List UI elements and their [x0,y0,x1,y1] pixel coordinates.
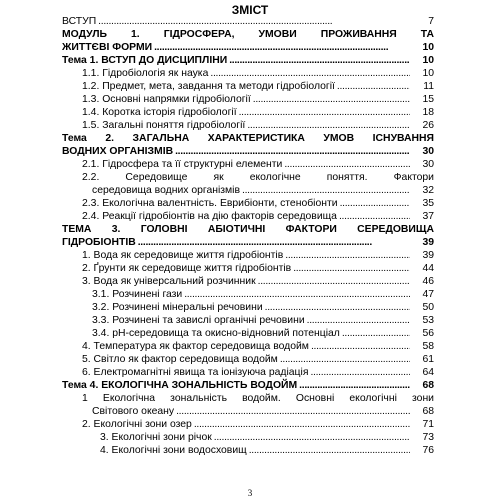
toc-entry[interactable] [62,275,434,288]
toc-page-number: 56 [422,328,434,339]
toc-page-number: 46 [422,276,434,287]
dot-leader [299,379,410,392]
toc-entry-text: Тема 1. ВСТУП ДО ДИСЦИПЛІНИ [62,55,228,66]
toc-entry-text: 1.3. Основні напрямки гідробіології [82,94,251,105]
toc-entry-text: ВОДНИХ ОРГАНІЗМІВ [62,146,174,157]
toc-entry-text: МОДУЛЬ 1. ГІДРОСФЕРА, УМОВИ ПРОЖИВАННЯ ТА [62,29,434,40]
page-title: ЗМІСТ [231,3,269,17]
toc-page-number: 53 [422,315,434,326]
dot-leader [154,41,410,54]
dot-leader [310,366,410,379]
toc-entry-text: 1.5. Загальні поняття гідробіології [82,120,246,131]
dot-leader [242,184,410,197]
toc-entry[interactable] [62,366,434,379]
dot-leader [98,15,410,28]
toc-entry-text: 3.2. Розчинені мінеральні речовини [92,302,263,313]
toc-page-number: 68 [422,406,434,417]
dot-leader [340,197,410,210]
toc-entry[interactable] [62,28,434,54]
toc-page-number: 37 [422,211,434,222]
dot-leader [311,340,410,353]
dot-leader [265,301,410,314]
dot-leader [138,236,410,249]
dot-leader [342,327,410,340]
toc-page-number: 44 [422,263,434,274]
toc-entry[interactable] [62,379,434,392]
toc-page-number: 18 [422,107,434,118]
toc-page-number: 39 [422,237,434,248]
toc-entry-text: 4. Екологічні зони водосховищ [100,445,247,456]
dot-leader [184,288,410,301]
toc-page-number: 61 [422,354,434,365]
toc-entry[interactable] [62,67,434,80]
toc-entry-text: Світового океану [92,406,175,417]
toc-entry[interactable] [62,15,434,28]
toc-entry[interactable] [62,223,434,249]
toc-page-number: 10 [422,55,434,66]
toc-entry[interactable] [62,444,434,457]
toc-entry-text: ВСТУП [62,16,97,27]
toc-entry[interactable] [62,80,434,93]
toc-entry[interactable] [62,106,434,119]
toc-entry-text: 1.1. Гідробіологія як наука [82,68,209,79]
toc-entry[interactable] [62,249,434,262]
toc-entry-text: 3. Екологічні зони річок [100,432,212,443]
toc-entry[interactable] [62,288,434,301]
table-of-contents [62,15,434,457]
toc-entry-text: 1. Вода як середовище життя гідробіонтів [82,250,284,261]
toc-entry[interactable] [62,327,434,340]
toc-entry-text: 2.4. Реакції гідробіонтів на дію факторів середовища [82,211,337,222]
dot-leader [229,54,410,67]
toc-page-number: 11 [423,81,434,92]
toc-entry[interactable] [62,171,434,197]
toc-page-number: 47 [422,289,434,300]
toc-entry[interactable] [62,93,434,106]
dot-leader [307,314,410,327]
dot-leader [285,249,410,262]
toc-entry-text: 3.1. Розчинені гази [92,289,183,300]
toc-page-number: 30 [422,146,434,157]
dot-leader [284,158,410,171]
toc-entry-text: Тема 4. ЕКОЛОГІЧНА ЗОНАЛЬНІСТЬ ВОДОЙМ [62,380,298,391]
dot-leader [210,67,410,80]
dot-leader [239,106,410,119]
toc-entry-text: 5. Світло як фактор середовища водойм [82,354,278,365]
dot-leader [293,262,410,275]
toc-page-number: 58 [422,341,434,352]
toc-page-number: 76 [422,445,434,456]
toc-entry-text: 2.3. Екологічна валентність. Еврибіонти, стенобіонти [82,198,338,209]
toc-entry[interactable] [62,132,434,158]
toc-entry-text: ТЕМА 3. ГОЛОВНІ АБІОТИЧНІ ФАКТОРИ СЕРЕДОВИЩА [62,224,434,235]
toc-page-number: 10 [422,68,434,79]
toc-page-number: 73 [422,432,434,443]
toc-entry-text: 2. Ґрунти як середовище життя гідробіонтів [82,263,292,274]
dot-leader [253,93,410,106]
toc-entry-text: 4. Температура як фактор середовища водойм [82,341,309,352]
toc-entry-text: середовища водних організмів [92,185,241,196]
page-number: 3 [247,488,253,498]
dot-leader [175,145,410,158]
toc-page-number: 71 [422,419,434,430]
toc-entry-text: ГІДРОБІОНТІВ [62,237,136,248]
toc-entry[interactable] [62,158,434,171]
toc-page-number: 68 [422,380,434,391]
toc-page-number: 50 [422,302,434,313]
toc-entry[interactable] [62,314,434,327]
toc-page-number: 10 [422,42,434,53]
toc-page-number: 39 [422,250,434,261]
toc-entry-text: 6. Електромагнітні явища та іонізуюча радіація [82,367,309,378]
toc-page-number: 64 [422,367,434,378]
dot-leader [249,444,410,457]
dot-leader [214,431,410,444]
toc-entry-text: 2.1. Гідросфера та її структурні елементи [82,159,283,170]
toc-page-number: 15 [422,94,434,105]
dot-leader [194,418,410,431]
toc-entry[interactable] [62,418,434,431]
toc-entry-text: 2. Екологічні зони озер [82,419,192,430]
toc-entry-text: 1.4. Коротка історія гідробіології [82,107,237,118]
toc-entry[interactable] [62,54,434,67]
toc-entry[interactable] [62,431,434,444]
dot-leader [258,275,410,288]
dot-leader [176,405,410,418]
dot-leader [280,353,410,366]
toc-page-number: 32 [422,185,434,196]
toc-entry[interactable] [62,301,434,314]
toc-entry-text: 1.2. Предмет, мета, завдання та методи гідробіології [82,81,335,92]
toc-entry[interactable] [62,119,434,132]
dot-leader [339,210,410,223]
toc-entry[interactable] [62,210,434,223]
toc-entry[interactable] [62,353,434,366]
toc-entry[interactable] [62,340,434,353]
dot-leader [337,80,410,93]
toc-entry-text: 3. Вода як універсальний розчинник [82,276,256,287]
toc-entry-text: Тема 2. ЗАГАЛЬНА ХАРАКТЕРИСТИКА УМОВ ІСНУВАННЯ [62,133,434,144]
toc-entry-text: 3.3. Розчинені та завислі органічні речовини [92,315,305,326]
toc-entry-text: 3.4. рН-середовища та окисно-відновний потенціал [92,328,340,339]
toc-page-number: 26 [422,120,434,131]
toc-page-number: 30 [422,159,434,170]
toc-entry[interactable] [62,197,434,210]
toc-entry[interactable] [62,262,434,275]
toc-entry[interactable] [62,392,434,418]
toc-entry-text: 1 Екологічна зональність водойм. Основні екологічні зони [82,393,434,404]
toc-page-number: 35 [422,198,434,209]
toc-entry-text: 2.2. Середовище як екологічне поняття. Фактори [82,172,434,183]
dot-leader [247,119,410,132]
toc-page-number: 7 [428,16,434,27]
toc-entry-text: ЖИТТЄВІ ФОРМИ [62,42,153,53]
